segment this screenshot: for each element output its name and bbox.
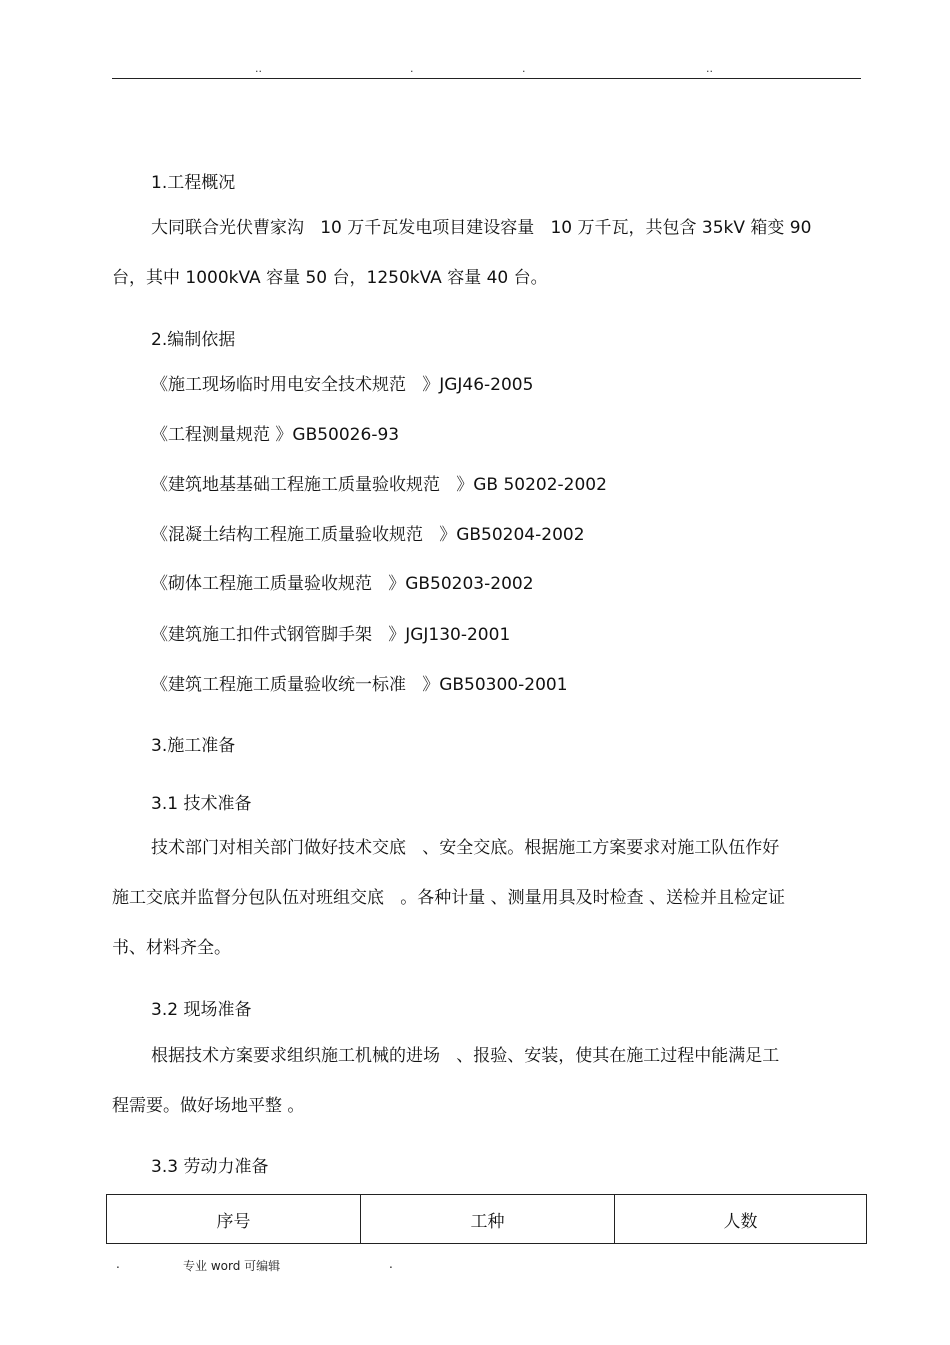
table-header-cell: 工种 — [361, 1195, 615, 1244]
reference-item: 《工程测量规范 》GB50026-93 — [151, 425, 400, 445]
header-mark: .. — [706, 62, 713, 75]
section-1-paragraph-line: 大同联合光伏曹家沟 10 万千瓦发电项目建设容量 10 万千瓦，共包含 35kV 箱变 90 — [151, 218, 812, 238]
table-header-cell: 人数 — [615, 1195, 867, 1244]
section-2-title: 2.编制依据 — [151, 330, 236, 350]
reference-item: 《建筑地基基础工程施工质量验收规范 》GB 50202-2002 — [151, 475, 607, 495]
table-header-row — [107, 1195, 867, 1244]
reference-item: 《混凝土结构工程施工质量验收规范 》GB50204-2002 — [151, 525, 585, 545]
section-3-2-title: 3.2 现场准备 — [151, 1000, 252, 1020]
reference-item: 《施工现场临时用电安全技术规范 》JGJ46-2005 — [151, 375, 534, 395]
section-3-1-paragraph-line: 施工交底并监督分包队伍对班组交底 。各种计量 、测量用具及时检查 、送检并且检定证 — [112, 888, 786, 908]
footer-dot: . — [389, 1257, 393, 1271]
footer-dot: . — [116, 1257, 120, 1271]
footer-text: 专业 word 可编辑 — [183, 1259, 281, 1273]
section-1-title: 1.工程概况 — [151, 173, 236, 193]
section-3-title: 3.施工准备 — [151, 736, 236, 756]
reference-item: 《砌体工程施工质量验收规范 》GB50203-2002 — [151, 574, 534, 594]
header-rule — [112, 78, 861, 79]
section-3-1-title: 3.1 技术准备 — [151, 794, 252, 814]
section-3-3-title: 3.3 劳动力准备 — [151, 1157, 269, 1177]
reference-item: 《建筑工程施工质量验收统一标准 》GB50300-2001 — [151, 675, 568, 695]
table-header-cell: 序号 — [107, 1195, 361, 1244]
section-3-1-paragraph-line: 书、材料齐全。 — [112, 938, 231, 958]
header-mark: . — [522, 62, 526, 75]
header-mark: .. — [255, 62, 262, 75]
header-mark: . — [410, 62, 414, 75]
section-3-2-paragraph-line: 程需要。做好场地平整 。 — [112, 1096, 305, 1116]
section-3-2-paragraph-line: 根据技术方案要求组织施工机械的进场 、报验、安装，使其在施工过程中能满足工 — [151, 1046, 780, 1066]
labor-table — [106, 1194, 867, 1244]
section-1-paragraph-line: 台，其中 1000kVA 容量 50 台，1250kVA 容量 40 台。 — [112, 268, 548, 288]
section-3-1-paragraph-line: 技术部门对相关部门做好技术交底 、安全交底。根据施工方案要求对施工队伍作好 — [151, 838, 780, 858]
reference-item: 《建筑施工扣件式钢管脚手架 》JGJ130-2001 — [151, 625, 511, 645]
